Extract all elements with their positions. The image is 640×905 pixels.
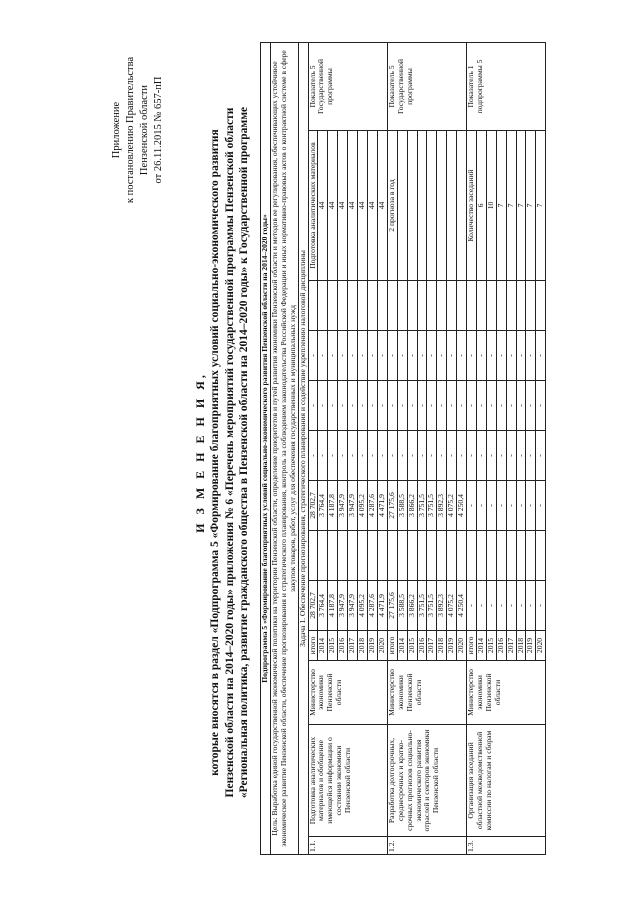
amount-cell: 4 095,2 (358, 581, 368, 631)
amount-cell: - (536, 581, 546, 631)
document-title (192, 20, 252, 885)
amount-cell (348, 531, 358, 581)
amount-cell: - (467, 431, 477, 481)
year-cell: 2020 (457, 631, 467, 661)
amount-cell: - (486, 381, 496, 431)
amount-cell: - (437, 381, 447, 431)
amount-cell (476, 531, 486, 581)
indicator-value: 7 (496, 131, 506, 281)
year-cell: 2017 (506, 631, 516, 661)
year-cell: итого (387, 631, 397, 661)
amount-cell: - (476, 381, 486, 431)
amount-cell (397, 531, 407, 581)
amount-cell: 4 471,9 (377, 581, 387, 631)
amount-cell (506, 531, 516, 581)
amount-cell: - (437, 331, 447, 381)
indicator-value: 44 (348, 131, 358, 281)
amount-cell: - (387, 431, 397, 481)
year-cell: 2018 (437, 631, 447, 661)
amount-cell: 3 947,9 (338, 581, 348, 631)
amount-cell (407, 531, 417, 581)
amount-cell: 3 751,5 (417, 481, 427, 531)
amount-cell: 3 947,9 (348, 481, 358, 531)
amount-cell: - (417, 431, 427, 481)
amount-cell: - (377, 331, 387, 381)
year-cell: 2017 (427, 631, 437, 661)
amount-cell: - (447, 431, 457, 481)
amount-cell (486, 281, 496, 331)
year-cell: 2017 (348, 631, 358, 661)
year-cell: 2019 (526, 631, 536, 661)
indicator-value (417, 131, 427, 281)
amount-cell: - (387, 381, 397, 431)
indicator-value: 44 (338, 131, 348, 281)
amount-cell: - (536, 431, 546, 481)
amount-cell: - (486, 481, 496, 531)
amount-cell: 4 287,6 (367, 581, 377, 631)
amount-cell: - (457, 381, 467, 431)
amount-cell (437, 531, 447, 581)
amount-cell: - (496, 431, 506, 481)
amount-cell: - (367, 331, 377, 381)
table-row (387, 42, 397, 854)
amount-cell (308, 281, 318, 331)
amount-cell: 4 250,4 (457, 581, 467, 631)
task-row: Задача 1. Обеспечение прогнозирования, стратегического планирования и содействие укреплению налоговой дисциплины (298, 42, 308, 854)
indicator-value (437, 131, 447, 281)
goal-row: Цель: Выработка единой государственной экономической политики на территории Пензенской области, определение приоритетов и путей развития экономики Пензенской области и методов ее регулирования, обеспечивающих устойчивое экономическое развитие Пензенской области, обеспечение прогнозирования и стратегического планирования, контроль за соблюдением законодательства Российской Федерации и иных нормативно-правовых актов о контрактной системе в сфере закупок товаров, работ, услуг для обеспечения государственных и муниципальных нужд (270, 42, 298, 854)
amount-cell: - (377, 431, 387, 481)
indicator-value (457, 131, 467, 281)
amount-cell: - (318, 431, 328, 481)
amount-cell: - (526, 431, 536, 481)
header-line: к постановлению Правительства (125, 56, 136, 204)
amount-cell: 27 175,6 (387, 581, 397, 631)
amount-cell (318, 281, 328, 331)
indicator-value (447, 131, 457, 281)
amount-cell: - (496, 381, 506, 431)
amount-cell: - (506, 331, 516, 381)
amount-cell: - (367, 431, 377, 481)
amount-cell (387, 531, 397, 581)
amount-cell: 4 095,2 (358, 481, 368, 531)
amount-cell: - (526, 581, 536, 631)
amount-cell: - (516, 481, 526, 531)
year-cell: 2016 (496, 631, 506, 661)
measure-name: Организация заседаний областной межведомственной комиссии по налогам и сборам (467, 725, 546, 837)
amount-cell: - (417, 331, 427, 381)
amount-cell: - (348, 431, 358, 481)
amount-cell (358, 281, 368, 331)
indicator-value: 7 (526, 131, 536, 281)
amount-cell: - (526, 481, 536, 531)
amount-cell: - (526, 381, 536, 431)
amount-cell: 3 764,4 (318, 481, 328, 531)
amount-cell: 3 764,4 (318, 581, 328, 631)
title-line: Пензенской области на 2014–2020 годы» приложения № 6 «Перечень мероприятий государственной программы Пензенской области (223, 107, 236, 798)
year-cell: 2016 (417, 631, 427, 661)
table-row (467, 42, 477, 854)
amount-cell: 3 866,2 (407, 581, 417, 631)
amount-cell: - (467, 331, 477, 381)
amount-cell: 3 751,5 (417, 581, 427, 631)
indicator-value: 7 (506, 131, 516, 281)
amount-cell: 3 751,5 (427, 481, 437, 531)
amount-cell: - (328, 331, 338, 381)
amount-cell (377, 531, 387, 581)
amount-cell: - (457, 431, 467, 481)
measure-name: Разработка долгосрочных, среднесрочных и кратко-срочных прогнозов социально-экономического развития отраслей и секторов экономики Пензенской области (387, 725, 466, 837)
header-line: Пензенской области (139, 84, 150, 176)
amount-cell: - (338, 431, 348, 481)
amount-cell (476, 281, 486, 331)
amount-cell: 3 892,3 (437, 481, 447, 531)
amount-cell: - (308, 431, 318, 481)
indicator-name: 2 прогноза в год (387, 131, 397, 281)
measures-table (260, 42, 546, 855)
amount-cell: 3 866,2 (407, 481, 417, 531)
amount-cell: - (397, 431, 407, 481)
amount-cell: - (457, 331, 467, 381)
indicator-value: 44 (358, 131, 368, 281)
amount-cell: 28 702,7 (308, 481, 318, 531)
amount-cell: - (506, 581, 516, 631)
indicator-value (407, 131, 417, 281)
indicator-value (397, 131, 407, 281)
amount-cell: - (516, 381, 526, 431)
amount-cell (536, 531, 546, 581)
title-main: И З М Е Н Е Н И Я, (193, 372, 207, 533)
amount-cell: - (328, 381, 338, 431)
indicator-name: Подготовка аналитических материалов (308, 131, 318, 281)
amount-cell: - (338, 331, 348, 381)
year-cell: 2014 (397, 631, 407, 661)
amount-cell: - (328, 431, 338, 481)
amount-cell (427, 531, 437, 581)
amount-cell: - (447, 381, 457, 431)
year-cell: 2015 (407, 631, 417, 661)
amount-cell: - (467, 481, 477, 531)
amount-cell: - (486, 431, 496, 481)
indicator-reference: Показатель 5 Государственной программы (308, 42, 387, 130)
amount-cell: 4 187,8 (328, 581, 338, 631)
amount-cell (417, 531, 427, 581)
amount-cell (417, 281, 427, 331)
amount-cell (496, 281, 506, 331)
amount-cell: 28 702,7 (308, 581, 318, 631)
measure-executor: Министерство экономики Пензенской области (308, 661, 387, 725)
amount-cell (467, 531, 477, 581)
amount-cell (506, 281, 516, 331)
amount-cell: - (318, 381, 328, 431)
amount-cell: - (308, 381, 318, 431)
amount-cell: - (536, 481, 546, 531)
amount-cell (516, 531, 526, 581)
amount-cell (457, 531, 467, 581)
indicator-value (427, 131, 437, 281)
amount-cell: - (526, 331, 536, 381)
amount-cell (526, 281, 536, 331)
amount-cell: 27 175,6 (387, 481, 397, 531)
amount-cell: - (348, 331, 358, 381)
amount-cell (447, 281, 457, 331)
amount-cell: 4 287,6 (367, 481, 377, 531)
indicator-value: 44 (367, 131, 377, 281)
amount-cell: - (377, 381, 387, 431)
subprogram-row: Подпрограмма 5 «Формирование благоприятных условий социально-экономического развития Пензенской области на 2014–2020 годы» (261, 42, 271, 854)
amount-cell (338, 281, 348, 331)
amount-cell (457, 281, 467, 331)
indicator-value: 10 (486, 131, 496, 281)
measure-executor: Министерство экономики Пензенской области (387, 661, 466, 725)
year-cell: итого (308, 631, 318, 661)
indicator-reference: Показатель 5 Государственной программы (387, 42, 466, 130)
year-cell: 2019 (447, 631, 457, 661)
amount-cell: - (506, 431, 516, 481)
approval-header (110, 30, 166, 230)
measure-number: 1.3. (467, 837, 546, 855)
amount-cell (526, 531, 536, 581)
amount-cell: - (358, 381, 368, 431)
indicator-value: 44 (328, 131, 338, 281)
amount-cell: - (387, 331, 397, 381)
amount-cell: - (308, 331, 318, 381)
amount-cell: - (427, 431, 437, 481)
indicator-name: Количество заседаний (467, 131, 477, 281)
measure-executor: Министерство экономики Пензенской области (467, 661, 546, 725)
amount-cell: - (348, 381, 358, 431)
measure-number: 1.1. (308, 837, 387, 855)
amount-cell (437, 281, 447, 331)
amount-cell: 4 075,2 (447, 581, 457, 631)
amount-cell (308, 531, 318, 581)
year-cell: итого (467, 631, 477, 661)
amount-cell (387, 281, 397, 331)
year-cell: 2018 (516, 631, 526, 661)
amount-cell: - (486, 331, 496, 381)
title-line: «Региональная политика, развитие гражданского общества в Пензенской области на 2014–2020 годы» к Государственной программе (238, 106, 250, 799)
indicator-value: 7 (516, 131, 526, 281)
amount-cell: - (427, 331, 437, 381)
header-line: Приложение (111, 101, 122, 159)
amount-cell: 3 947,9 (338, 481, 348, 531)
amount-cell: 4 075,2 (447, 481, 457, 531)
amount-cell: - (467, 581, 477, 631)
amount-cell: - (476, 581, 486, 631)
amount-cell (427, 281, 437, 331)
amount-cell: - (476, 481, 486, 531)
amount-cell: - (397, 331, 407, 381)
amount-cell: - (318, 331, 328, 381)
amount-cell (328, 531, 338, 581)
amount-cell: - (486, 581, 496, 631)
year-cell: 2014 (476, 631, 486, 661)
amount-cell: 3 588,5 (397, 581, 407, 631)
amount-cell (328, 281, 338, 331)
amount-cell: - (536, 331, 546, 381)
amount-cell (377, 281, 387, 331)
amount-cell: 3 751,5 (427, 581, 437, 631)
amount-cell: - (467, 381, 477, 431)
amount-cell: - (358, 331, 368, 381)
year-cell: 2016 (338, 631, 348, 661)
year-cell: 2018 (358, 631, 368, 661)
year-cell: 2015 (486, 631, 496, 661)
amount-cell: - (407, 331, 417, 381)
amount-cell (536, 281, 546, 331)
amount-cell: 3 947,9 (348, 581, 358, 631)
amount-cell (358, 531, 368, 581)
indicator-value: 44 (318, 131, 328, 281)
year-cell: 2020 (377, 631, 387, 661)
amount-cell: - (496, 581, 506, 631)
year-cell: 2015 (328, 631, 338, 661)
amount-cell: 4 250,4 (457, 481, 467, 531)
table-row (308, 42, 318, 854)
year-cell: 2014 (318, 631, 328, 661)
measure-number: 1.2. (387, 837, 466, 855)
amount-cell: - (476, 331, 486, 381)
header-line: от 26.11.2015 № 657-пП (153, 76, 164, 184)
amount-cell: - (516, 581, 526, 631)
amount-cell: - (447, 331, 457, 381)
year-cell: 2020 (536, 631, 546, 661)
amount-cell (367, 531, 377, 581)
amount-cell: - (516, 431, 526, 481)
amount-cell: - (476, 431, 486, 481)
amount-cell (467, 281, 477, 331)
amount-cell (407, 281, 417, 331)
amount-cell: - (437, 431, 447, 481)
indicator-value: 44 (377, 131, 387, 281)
amount-cell: - (407, 431, 417, 481)
measure-name: Подготовка аналитических материалов и обобщение имеющейся информации о состоянии экономики Пензенской области (308, 725, 387, 837)
amount-cell: - (397, 381, 407, 431)
amount-cell: 4 187,8 (328, 481, 338, 531)
amount-cell: - (407, 381, 417, 431)
amount-cell: 4 471,9 (377, 481, 387, 531)
amount-cell: - (338, 381, 348, 431)
amount-cell: - (427, 381, 437, 431)
amount-cell (318, 531, 328, 581)
amount-cell: 3 892,3 (437, 581, 447, 631)
amount-cell (486, 531, 496, 581)
amount-cell: - (358, 431, 368, 481)
amount-cell (397, 281, 407, 331)
amount-cell: - (496, 331, 506, 381)
amount-cell: 3 588,5 (397, 481, 407, 531)
year-cell: 2019 (367, 631, 377, 661)
title-line: которые вносятся в раздел «Подпрограмма 5 «Формирование благоприятных условий социально-экономического развития (209, 129, 221, 776)
amount-cell (516, 281, 526, 331)
amount-cell (338, 531, 348, 581)
amount-cell: - (417, 381, 427, 431)
indicator-value: 7 (536, 131, 546, 281)
amount-cell: - (506, 481, 516, 531)
amount-cell: - (516, 331, 526, 381)
amount-cell (447, 531, 457, 581)
amount-cell: - (367, 381, 377, 431)
amount-cell: - (506, 381, 516, 431)
amount-cell: - (496, 481, 506, 531)
indicator-value: 6 (476, 131, 486, 281)
amount-cell (367, 281, 377, 331)
indicator-reference: Показатель 1 подпрограммы 5 (467, 42, 546, 130)
amount-cell (496, 531, 506, 581)
amount-cell (348, 281, 358, 331)
amount-cell: - (536, 381, 546, 431)
